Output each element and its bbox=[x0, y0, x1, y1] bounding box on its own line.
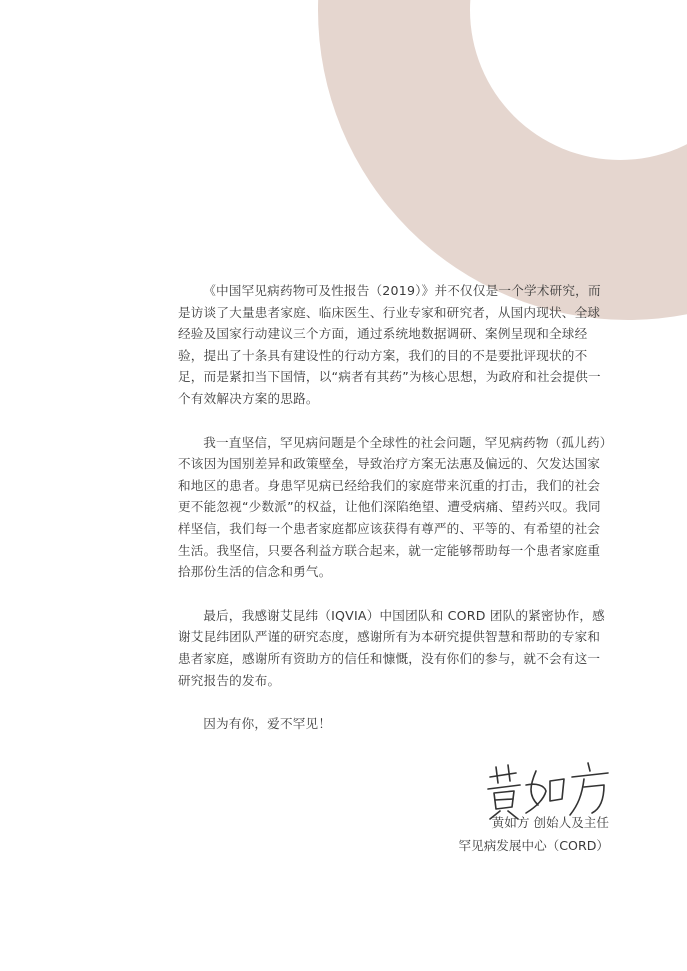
signature-block bbox=[459, 811, 610, 857]
signature-name-title: 黄如方 创始人及主任 bbox=[491, 815, 609, 830]
signature-organization: 罕见病发展中心（CORD） bbox=[458, 838, 609, 853]
paragraph-3: 最后，我感谢艾昆纬（IQVIA）中国团队和 CORD 团队的紧密协作，感谢艾昆纬团队严谨的研究态度，感谢所有为本研究提供智慧和帮助的专家和患者家庭，感谢所有资助方的信任和慷慨，没有你们的参与，就不会有这一研究报告的发布。 bbox=[178, 607, 605, 688]
paragraph-4: 因为有你，爱不罕见！ bbox=[203, 716, 332, 732]
paragraph-1: 《中国罕见病药物可及性报告（2019）》并不仅仅是一个学术研究，而是访谈了大量患者家庭、临床医生、行业专家和研究者，从国内现状、全球经验及国家行动建议三个方面，通过系统地数据调研、案例呈现和全球经验，提出了十条具有建设性的行动方案，我们的目的不是要批评现状的不足，而是紧扣当下国情，以“病者有其药”为核心思想，为政府和社会提供一个有效解决方案的思路。 bbox=[178, 283, 601, 406]
letter-body bbox=[178, 280, 610, 757]
paragraph-2: 我一直坚信，罕见病问题是个全球性的社会问题，罕见病药物（孤儿药）不该因为国别差异和政策壁垒，导致治疗方案无法惠及偏远的、欠发达国家和地区的患者。身患罕见病已经给我们的家庭带来沉重的打击，我们的社会更不能忽视“少数派”的权益，让他们深陷绝望、遭受病痛、望药兴叹。我同样坚信，我们每一个患者家庭都应该获得有尊严的、平等的、有希望的社会生活。我坚信，只要各利益方联合起来，就一定能够帮助每一个患者家庭重拾那份生活的信念和勇气。 bbox=[178, 434, 607, 580]
